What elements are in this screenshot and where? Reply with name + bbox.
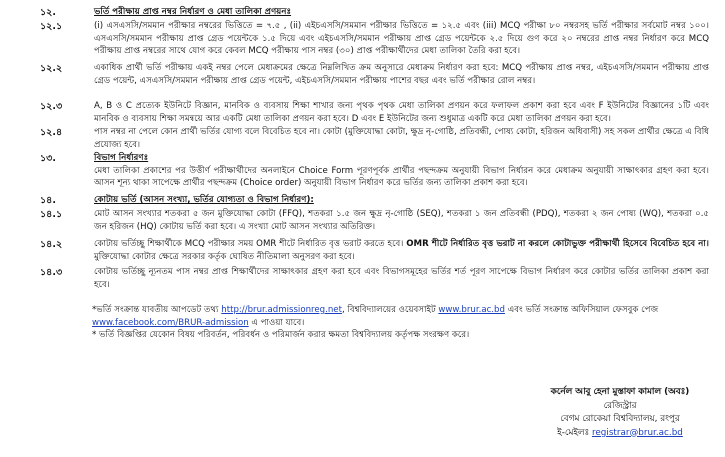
facebook-page-link[interactable]: www.facebook.com/BRUR-admission xyxy=(92,317,249,328)
section-number: ১২.২ xyxy=(40,63,63,74)
university-site-link[interactable]: www.brur.ac.bd xyxy=(438,305,505,315)
bold-warning: OMR শীটে নির্ধারিত বৃত্ত ভরাট না করলে কোটাভুক্ত পরীক্ষার্থী হিসেবে বিবেচিত হবে না। xyxy=(406,239,710,249)
section-number: ১৪.২ xyxy=(40,239,63,250)
section-13 xyxy=(40,152,710,196)
email-line: ই-মেইলঃ registrar@brur.ac.bd xyxy=(557,427,683,438)
section-text: (i) এসএসসি/সমমান পরীক্ষার নম্বরের ভিত্তিতে = ৭.৫ , (ii) এইচএসসি/সমমান পরীক্ষার ভিত্তিতে = ১২.৫ এবং (iii) MCQ পরীক্ষা ৮০ নম্বরসহ ভর্তি পরীক্ষার সর্বমোট নম্বর ১০০। এসএসসি/সমমান পরীক্ষায় প্রাপ্ত গ্রেড পয়েন্টকে ১.৫ দিয়ে এবং এইচএসসি/সমমান পরীক্ষায় প্রাপ্ত গ্রেড পয়েন্টকে ২.৫ দিয়ে গুণ করে ২০ নম্বরের প্রাপ্ত নম্বর নির্ধারণ করে MCQ পরীক্ষায় প্রাপ্ত নম্বরের সাথে যোগ করে কেবল MCQ পরীক্ষায় পাস নম্বর (৩০) প্রাপ্ত পরীক্ষার্থীদের মেধা তালিকা তৈরি করা হবে। xyxy=(94,21,709,56)
section-12-1 xyxy=(40,20,710,60)
section-text: মোট আসন সংখ্যার শতকরা ৫ জন মুক্তিযোদ্ধা কোটা (FFQ), শতকরা ১.৫ জন ক্ষুদ্র নৃ-গোষ্ঠি (SEQ), শতকরা ১ জন প্রতিবন্ধী (PDQ), শতকরা ২ জন পোষ্য (WQ), শতকরা ০.৫ জন হরিজন (HQ) কোটায় ভর্তি করা হবে। এ সংখ্যা মোট আসন সংখ্যার অতিরিক্ত। xyxy=(94,209,709,232)
section-text: কোটায় ভর্তিচ্ছু শিক্ষার্থীকে MCQ পরীক্ষার সময় OMR শীটে নির্ধারিত বৃত্ত ভরাট করতে হবে। OMR শীটে নির্ধারিত বৃত্ত ভরাট না করলে কোটাভুক্ত পরীক্ষার্থী হিসেবে বিবেচিত হবে না। মুক্তিযোদ্ধা কোটার ক্ষেত্রে সরকার কর্তৃক ঘোষিত নীতিমালা অনুসরণ করা হবে। xyxy=(94,239,710,262)
section-14-3 xyxy=(40,266,710,294)
section-heading: বিভাগ নির্ধারণঃ xyxy=(94,153,149,163)
section-number: ১৩. xyxy=(40,153,56,164)
section-heading: কোটায় ভর্তি (আসন সংখ্যা, ভর্তির যোগ্যতা ও বিভাগ নির্ধারণ): xyxy=(94,195,314,205)
section-12 xyxy=(40,6,710,20)
section-number: ১৪.১ xyxy=(40,209,63,220)
signature-block xyxy=(520,386,720,440)
section-14 xyxy=(40,194,710,208)
section-heading: ভর্তি পরীক্ষায় প্রাপ্ত নম্বর নির্ধারণ ও মেধা তালিকা প্রণয়নঃ xyxy=(94,7,292,17)
section-number: ১২.১ xyxy=(40,21,63,32)
section-text: মেধা তালিকা প্রকাশের পর উত্তীর্ণ পরীক্ষার্থীদের অনলাইনে Choice Form পূরণপূর্বক প্রার্থীর পছন্দক্রম অনুযায়ী বিভাগ নির্ধারন করে মেধাক্রম অনুযায়ী সাক্ষাৎকার গ্রহণ করা হবে। আসন শূন্য থাকা সাপেক্ষে প্রার্থীর পছন্দক্রম (Choice order) অনুযায়ী বিভাগ নির্ধারণ করে ভর্তির জন্য তালিকা প্রকাশ করা হবে। xyxy=(94,165,709,188)
note-authority: * ভর্তি বিজ্ঞপ্তির যেকোন বিষয় পরিবর্তন, পরিবর্ধন ও পরিমার্জন করার ক্ষমতা বিশ্ববিদ্যালয় কর্তৃপক্ষ সংরক্ষণ করে। xyxy=(92,330,470,340)
section-number: ১২.৪ xyxy=(40,127,63,138)
note-update-info: *ভর্তি সংক্রান্ত যাবতীয় আপডেট তথ্য http://brur.admissionreg.net, বিশ্ববিদ্যালয়ের ওয়েবসাইট www.brur.ac.bd এবং ভর্তি সংক্রান্ত অফিসিয়াল ফেসবুক পেজ www.facebook.com/BRUR-admission এ পাওয়া যাবে। xyxy=(92,305,659,328)
section-14-1 xyxy=(40,208,710,236)
section-12-4 xyxy=(40,126,710,152)
section-number: ১৪.৩ xyxy=(40,267,63,278)
section-text: পাস নম্বর না পেলে কোন প্রার্থী ভর্তির যোগ্য বলে বিবেচিত হবে না। কোটা (মুক্তিযোদ্ধা কোটা, ক্ষুদ্র নৃ-গোষ্ঠি, প্রতিবন্ধী, পোষ্য কোটা, হরিজন অধিবাসী) সহ সকল প্রার্থীর ক্ষেত্রে এ বিধি প্রযোজ্য হবে। xyxy=(94,127,709,150)
notes xyxy=(92,304,712,342)
section-number: ১৪. xyxy=(40,195,56,206)
section-12-2 xyxy=(40,62,710,102)
section-14-2 xyxy=(40,238,710,266)
section-text: কোটায় ভর্তিচ্ছু ন্যূনতম পাস নম্বর প্রাপ্ত শিক্ষার্থীদের সাক্ষাৎকার গ্রহণ করা হবে এবং বিভাগসমূহের ভর্তির শর্ত পূরণ সাপেক্ষে বিভাগ নির্ধারণ করে কোটার ভর্তির তালিকা প্রকাশ করা হবে। xyxy=(94,267,709,290)
section-text: A, B ও C প্রত্যেক ইউনিটে বিজ্ঞান, মানবিক ও ব্যবসায় শিক্ষা শাখার জন্য পৃথক পৃথক মেধা তালিকা প্রণয়ন করে ফলাফল প্রকাশ করা হবে এবং F ইউনিটের বিজ্ঞানের ১টি এবং মানবিক ও ব্যবসায় শিক্ষা সমন্বয়ে আর একটি মেধা তালিকা প্রণয়ন করা হবে। D এবং E ইউনিটের জন্য শুধুমাত্র একটি করে মেধা তালিকা প্রণয়ন করা হবে। xyxy=(94,101,709,124)
section-body xyxy=(94,152,709,190)
university-name: বেগম রোকেয়া বিশ্ববিদ্যালয়, রংপুর xyxy=(560,414,680,424)
section-text: একাধিক প্রার্থী ভর্তি পরীক্ষায় একই নম্বর পেলে মেধাক্রমের ক্ষেত্রে নিম্নলিখিত ক্রম অনুসারে মেধাক্রম নির্ধারণ করা হবে: MCQ পরীক্ষায় প্রাপ্ত নম্বর, এইচএসসি/সমমান পরীক্ষায় প্রাপ্ত গ্রেড পয়েন্ট, এসএসসি/সমমান পরীক্ষায় প্রাপ্ত গ্রেড পয়েন্ট, এইচএসসি/সমমান পরীক্ষায় পাশের বছর এবং ভর্তি পরীক্ষার রোল নম্বর। xyxy=(94,63,709,86)
section-number: ১২. xyxy=(40,7,56,18)
registrar-email-link[interactable]: registrar@brur.ac.bd xyxy=(591,427,683,438)
registrar-title: রেজিস্ট্রার xyxy=(603,400,637,411)
registrar-name: কর্নেল আবু হেনা মুস্তাফা কামাল (অবঃ) xyxy=(550,387,690,397)
section-12-3 xyxy=(40,100,710,128)
section-number: ১২.৩ xyxy=(40,101,63,112)
admission-site-link[interactable]: http://brur.admissionreg.net xyxy=(221,305,342,315)
